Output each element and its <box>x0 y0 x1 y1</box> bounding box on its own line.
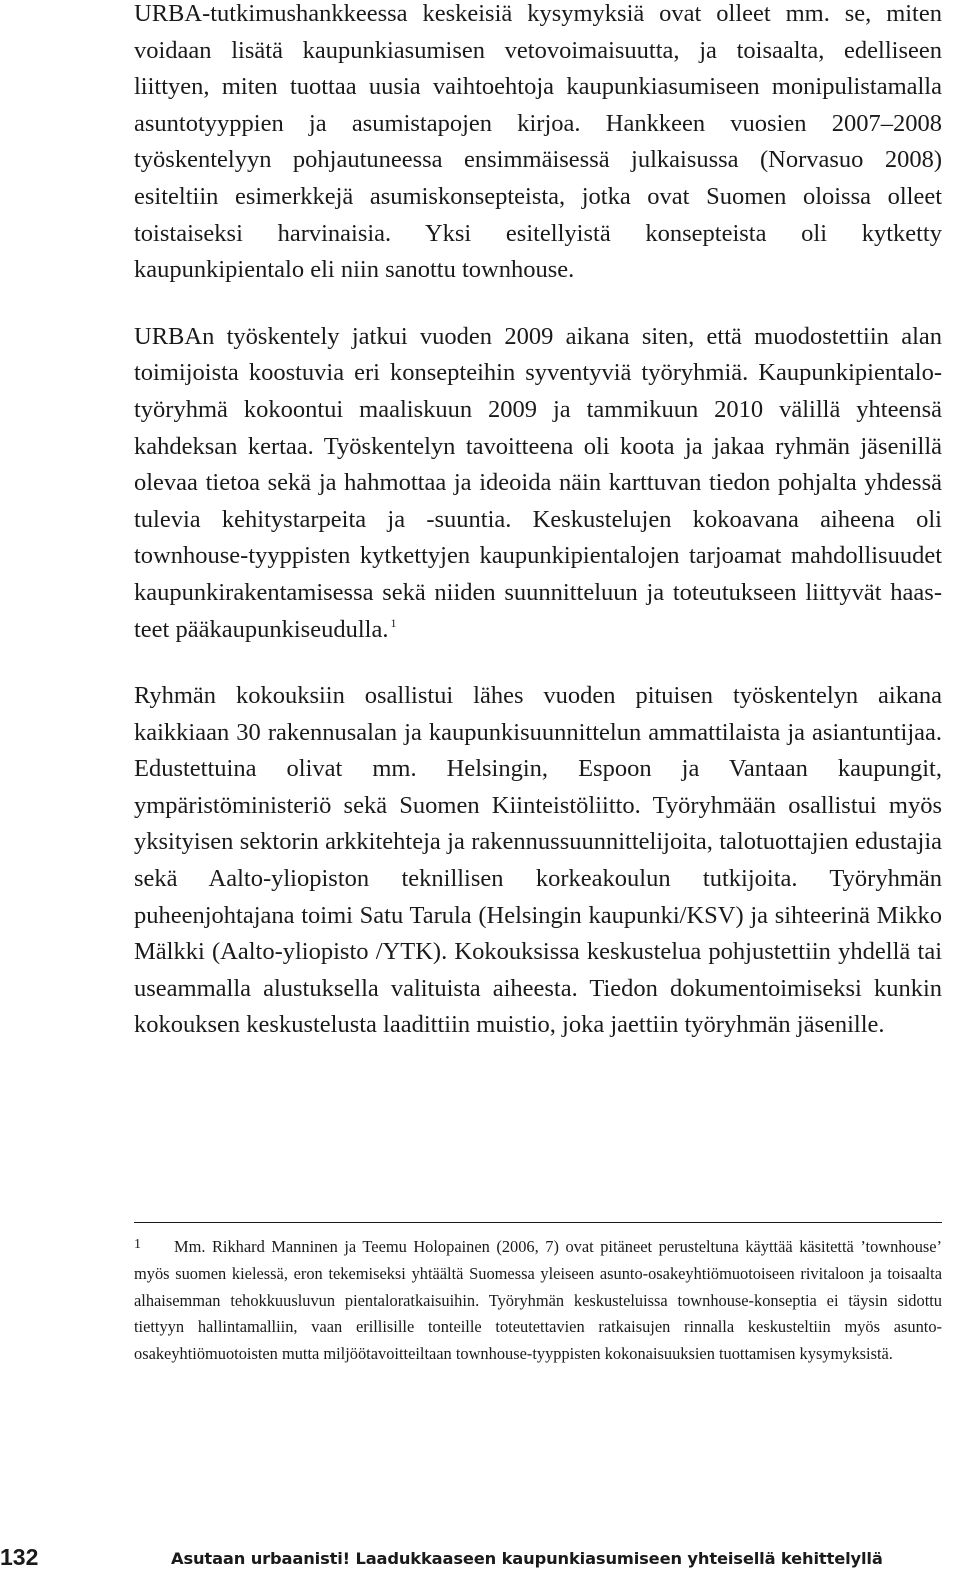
footnote <box>134 1234 942 1368</box>
footnote-text: Mm. Rikhard Manninen ja Teemu Holopainen (2006, 7) ovat pitäneet perusteltuna käyttää käsitettä ’townhouse’ myös suomen kielessä, eron tekemiseksi yhtäältä Suomessa yleiseen asunto-osakeyhtiömuotoiseen rivitaloon ja toisaalta alhaisemman tehokkuusluvun pientaloratkaisuihin. Työryhmän keskusteluissa townhouse-konseptia ei täysin sidottu tiettyyn hallintamalliin, vaan erillisille tonteille toteutettavien ratkaisujen rinnalla keskusteltiin myös asunto-osakeyhtiömuotoisten mutta miljöötavoitteiltaan townhouse-tyyppisten kokonaisuuksien tuottamisen kysymyksistä. <box>134 1237 942 1364</box>
body-text <box>134 0 942 1044</box>
footnote-reference[interactable]: 1 <box>390 615 397 630</box>
paragraph-text: URBAn työskentely jatkui vuoden 2009 aikana siten, että muodostettiin alan toimijoista koostuvia eri konsepteihin syventyviä työryhmiä. Kaupunkipientalo-työryhmä kokoontui maaliskuun 2009 ja tammikuun 2010 välillä yhteensä kahdeksan kertaa. Työskentelyn tavoitteena oli koota ja jakaa ryhmän jäsenillä olevaa tietoa sekä ja hahmottaa ja ideoida näin karttuvan tiedon pohjalta yhdessä tulevia kehitystarpeita ja -suuntia. Keskustelujen kokoavana aiheena oli townhouse-tyyppisten kytkettyjen kaupunkipientalojen tarjoamat mahdollisuudet kaupunkirakentamisessa sekä niiden suunnitteluun ja toteutukseen liittyvät haasteet pääkaupunkiseudulla. <box>134 322 942 643</box>
paragraph: URBA-tutkimushankkeessa keskeisiä kysymyksiä ovat olleet mm. se, miten voidaan lisätä kaupunkiasumisen vetovoimaisuutta, ja toisaalta, edelliseen liittyen, miten tuottaa uusia vaihtoehtoja kaupunkiasumiseen monipulistamalla asuntotyyppien ja asumistapojen kirjoa. Hankkeen vuosien 2007–2008 työskentelyyn pohjautuneessa ensimmäisessä julkaisussa (Norvasuo 2008) esiteltiin esimerkkejä asumiskonsepteista, jotka ovat Suomen oloissa olleet toistaiseksi harvinaisia. Yksi esitellyistä konsepteista oli kytketty kaupunkipientalo eli niin sanottu townhouse. <box>134 0 942 284</box>
page-number: 132 <box>0 1544 39 1570</box>
paragraph: Ryhmän kokouksiin osallistui lähes vuoden pituisen työskentelyn aikana kaikkiaan 30 rakennusalan ja kaupunkisuunnittelun ammattilaista ja asiantuntijaa. Edustettuina olivat mm. Helsingin, Espoon ja Vantaan kaupungit, ympäristöministeriö sekä Suomen Kiinteistöliitto. Työryhmään osallistui myös yksityisen sektorin arkkitehteja ja rakennussuunnittelijoita, talotuottajien edustajia sekä Aalto-yliopiston teknillisen korkeakoulun tutkijoita. Työryhmän puheenjohtajana toimi Satu Tarula (Helsingin kaupunki/KSV) ja sihteerinä Mikko Mälkki (Aalto-yliopisto /YTK). Kokouksissa keskustelua pohjustettiin yhdellä tai useammalla alustuksella valituista aiheesta. Tiedon dokumentoimiseksi kunkin kokouksen keskustelusta laadittiin muistio, joka jaettiin työryhmän jäsenille. <box>134 682 942 1039</box>
footnote-separator-rule <box>134 1222 942 1223</box>
footnote-number: 1 <box>134 1237 141 1252</box>
paragraph <box>134 319 942 648</box>
running-footer: Asutaan urbaanisti! Laadukkaaseen kaupunkiasumiseen yhteisellä kehittelyllä <box>171 1549 883 1568</box>
